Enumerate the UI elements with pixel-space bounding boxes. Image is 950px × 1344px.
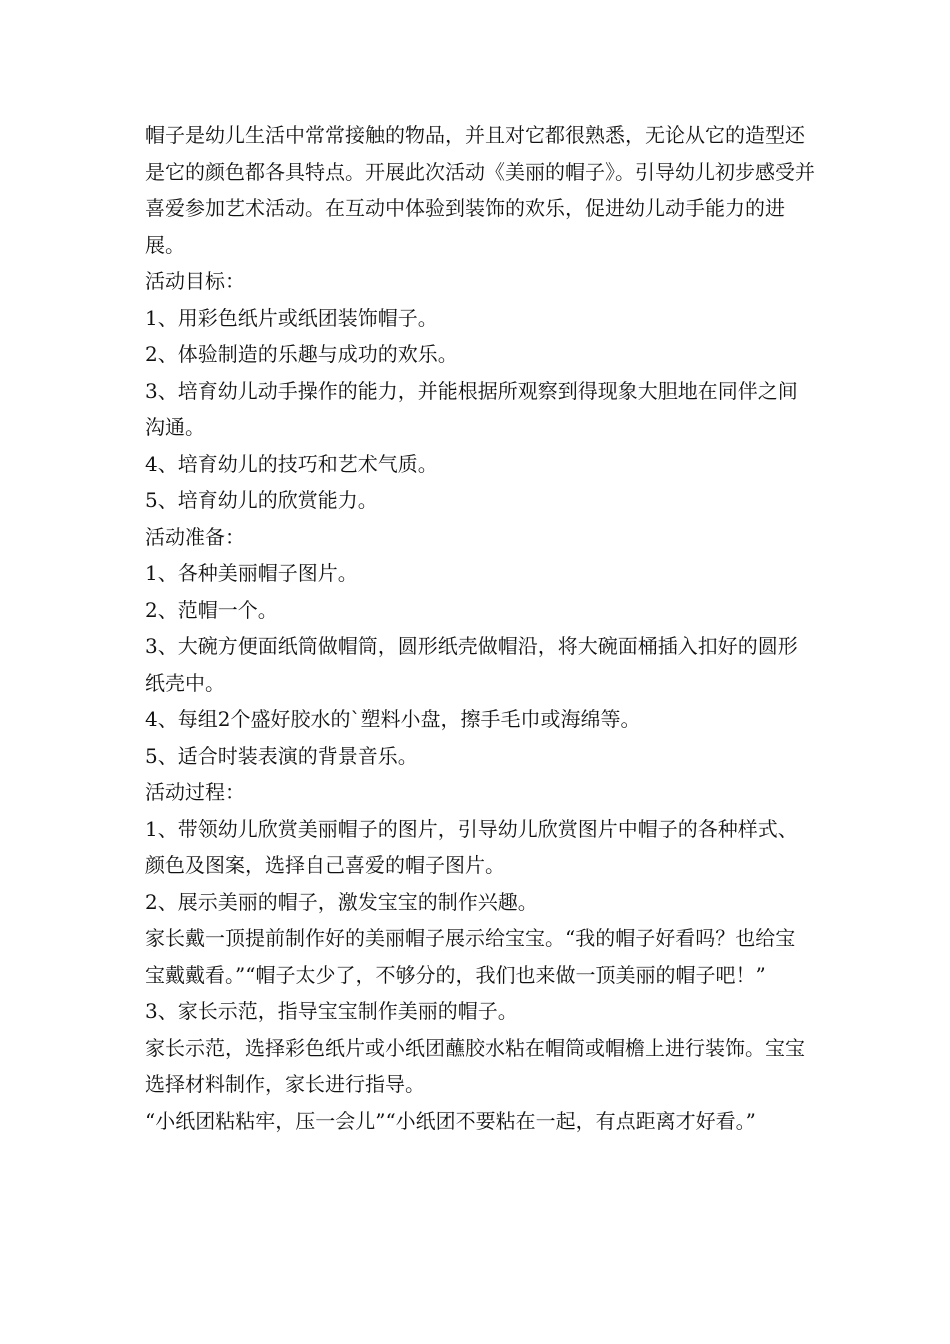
list-item: 3、大碗方便面纸筒做帽筒，圆形纸壳做帽沿，将大碗面桶插入扣好的圆形纸壳中。 (145, 634, 798, 695)
body-paragraph: 家长戴一顶提前制作好的美丽帽子展示给宝宝。“我的帽子好看吗？也给宝宝戴戴看。”“帽子太少了，不够分的，我们也来做一顶美丽的帽子吧！” (145, 926, 796, 987)
section-heading-preparation: 活动准备： (145, 524, 245, 549)
intro-paragraph: 帽子是幼儿生活中常常接触的物品，并且对它都很熟悉，无论从它的造型还是它的颜色都各具特点。开展此次活动《美丽的帽子》。引导幼儿初步感受并喜爱参加艺术活动。在互动中体验到装饰的欢乐，促进幼儿动手能力的进展。 (145, 123, 815, 257)
body-paragraph: 家长示范，选择彩色纸片或小纸团蘸胶水粘在帽筒或帽檐上进行装饰。宝宝选择材料制作，家长进行指导。 (145, 1035, 805, 1096)
body-paragraph: “小纸团粘粘牢，压一会儿”“小纸团不要粘在一起，有点距离才好看。” (145, 1108, 756, 1133)
list-item: 1、各种美丽帽子图片。 (145, 561, 358, 585)
list-item: 3、家长示范，指导宝宝制作美丽的帽子。 (145, 999, 518, 1023)
list-item: 5、培育幼儿的欣赏能力。 (145, 488, 378, 512)
list-item: 4、每组2个盛好胶水的`塑料小盘，擦手毛巾或海绵等。 (145, 707, 641, 731)
list-item: 3、培育幼儿动手操作的能力，并能根据所观察到得现象大胆地在同伴之间沟通。 (145, 378, 798, 439)
document-body (145, 117, 815, 1139)
list-item: 5、适合时装表演的背景音乐。 (145, 743, 418, 768)
list-item: 1、带领幼儿欣赏美丽帽子的图片，引导幼儿欣赏图片中帽子的各种样式、颜色及图案，选择自己喜爱的帽子图片。 (145, 816, 798, 877)
list-item: 2、范帽一个。 (145, 597, 278, 622)
section-heading-objectives: 活动目标： (145, 269, 245, 293)
list-item: 1、用彩色纸片或纸团装饰帽子。 (145, 305, 438, 330)
list-item: 2、展示美丽的帽子，激发宝宝的制作兴趣。 (145, 889, 538, 914)
section-heading-process: 活动过程： (145, 780, 245, 804)
list-item: 2、体验制造的乐趣与成功的欢乐。 (145, 342, 458, 366)
list-item: 4、培育幼儿的技巧和艺术气质。 (145, 451, 438, 476)
